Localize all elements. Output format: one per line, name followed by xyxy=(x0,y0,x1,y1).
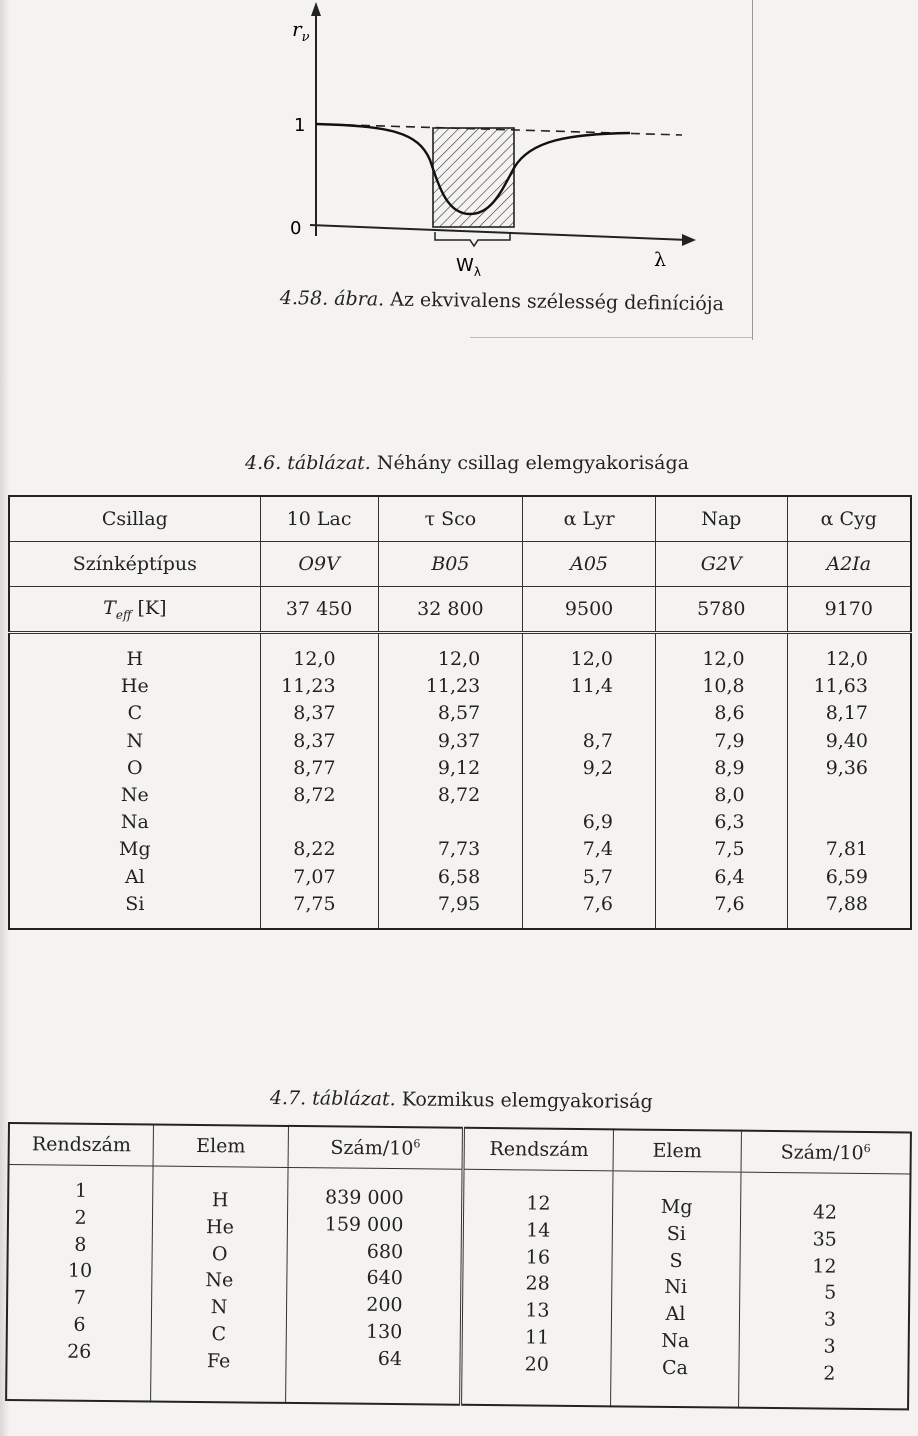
width-brace xyxy=(435,232,510,246)
spectral-type: B05 xyxy=(378,542,523,587)
table-cell: 9,36 xyxy=(825,756,868,779)
table-cell: H xyxy=(211,1189,229,1212)
table-cell: 130 xyxy=(365,1320,403,1344)
table-cell: 11,63 xyxy=(813,675,868,698)
element-column xyxy=(611,1171,741,1408)
teff-value: 32 800 xyxy=(378,587,523,633)
table-cell: 12,0 xyxy=(437,648,481,670)
table46-caption xyxy=(245,452,689,474)
table-cell xyxy=(523,700,655,727)
star-header-row xyxy=(9,496,911,542)
width-label: $W_\lambda$ xyxy=(456,255,481,279)
x-axis-label: λ xyxy=(654,249,667,271)
table47-caption-text: Kozmikus elemgyakoriság xyxy=(401,1088,653,1114)
star-name: α Lyr xyxy=(523,496,656,542)
header-count: Szám/$10^6$ xyxy=(741,1131,911,1174)
table-cell: 20 xyxy=(524,1353,550,1376)
teff-label: $T_{eff}$ [K] xyxy=(9,587,260,633)
teff-row xyxy=(9,587,911,633)
table-cell: 7,9 xyxy=(714,729,745,752)
table-cell: 8,37 xyxy=(293,729,336,752)
table-cell: 8,6 xyxy=(714,702,745,725)
frame-line xyxy=(752,0,753,340)
table-cell: 6,59 xyxy=(825,865,868,888)
table-cell: 7,73 xyxy=(437,838,481,861)
table-cell: Ne xyxy=(205,1269,234,1292)
spectral-type: O9V xyxy=(260,542,378,587)
table-cell: 42 xyxy=(812,1201,838,1224)
table-cell: 9,2 xyxy=(582,756,613,779)
table-cell: 8,22 xyxy=(293,838,336,861)
y-axis-label: $r_\nu$ xyxy=(292,17,310,45)
table-cell: 11,23 xyxy=(425,675,481,698)
table-cell: O xyxy=(211,1242,228,1265)
figure-caption-text: Az ekvivalens szélesség definíciója xyxy=(390,288,725,316)
table-cell: 7,95 xyxy=(437,892,481,915)
x-axis-arrow xyxy=(682,234,696,246)
table-cell: 8,37 xyxy=(293,702,336,725)
table-cell: 10 xyxy=(67,1260,93,1283)
table-cell xyxy=(788,782,910,809)
table-cell xyxy=(261,809,378,836)
table-cell: Na xyxy=(120,811,149,834)
figure-caption-number: 4.58. ábra. xyxy=(279,287,385,311)
table-cell: 8,57 xyxy=(437,702,481,725)
spectral-type: G2V xyxy=(655,542,787,587)
table-cell: 11,4 xyxy=(570,675,613,698)
table-cell: 9,12 xyxy=(437,756,481,779)
table-cell: 26 xyxy=(67,1340,92,1363)
teff-value: 9170 xyxy=(787,587,911,633)
table-cell: 9,37 xyxy=(437,729,481,752)
table-cell: 839 000 xyxy=(324,1186,404,1210)
table47-caption xyxy=(270,1087,653,1113)
table-cell: 12 xyxy=(526,1192,551,1215)
table-cell: C xyxy=(211,1323,227,1346)
table-cell: 12,0 xyxy=(293,648,336,670)
table-cell: 11,23 xyxy=(281,675,336,698)
abundance-column xyxy=(260,633,378,930)
table-cell: Ne xyxy=(120,784,149,807)
table-cell: 7,6 xyxy=(582,892,613,915)
table-cell: 8,9 xyxy=(714,756,745,779)
corner-cell: Csillag xyxy=(9,496,260,542)
table-cell: Al xyxy=(124,865,145,888)
table-cell: 7,07 xyxy=(293,865,336,888)
table-cell: 7,75 xyxy=(293,892,336,915)
header-element: Elem xyxy=(613,1129,741,1172)
table-cell xyxy=(379,809,523,836)
element-column xyxy=(9,633,260,930)
table-cell: 640 xyxy=(366,1267,403,1290)
table-cell: C xyxy=(127,702,143,725)
table-cell: Na xyxy=(661,1329,690,1353)
table-cell: 3 xyxy=(823,1308,837,1331)
spectral-type: A05 xyxy=(523,542,656,587)
table-cell: 64 xyxy=(377,1347,403,1370)
table-cell: S xyxy=(669,1249,683,1272)
abundance-column xyxy=(787,633,911,930)
y-axis-arrow xyxy=(311,2,321,16)
table-cell: 7,88 xyxy=(825,892,868,915)
table-cell: 6,3 xyxy=(714,811,745,834)
table-cell: 12,0 xyxy=(570,648,613,670)
table-cell: 8,77 xyxy=(293,756,336,779)
table-cell: Si xyxy=(125,892,145,915)
table-cell: 7,5 xyxy=(714,838,745,861)
table-cell: N xyxy=(210,1296,228,1319)
table-cell: 28 xyxy=(525,1272,550,1296)
table-cell: 12 xyxy=(812,1255,837,1278)
table-cell: 2 xyxy=(823,1362,836,1385)
table-cell: Al xyxy=(665,1303,686,1326)
header-atomic-number: Rendszám xyxy=(463,1128,613,1171)
table-cell: 7,6 xyxy=(714,892,745,915)
table-cell: O xyxy=(127,756,143,779)
table-cell: 6 xyxy=(73,1313,86,1336)
cosmic-abundance-table xyxy=(5,1122,912,1410)
abundance-column xyxy=(523,633,656,930)
table-cell: 5 xyxy=(824,1281,837,1305)
table-cell: 9,40 xyxy=(825,729,868,752)
table-cell: 7,4 xyxy=(582,838,613,861)
element-column xyxy=(151,1166,288,1403)
table-cell: 12,0 xyxy=(825,648,868,670)
equivalent-width-rect xyxy=(433,128,514,227)
table-cell: 10,8 xyxy=(702,675,745,698)
table-cell: Ca xyxy=(661,1356,689,1379)
element-abundance-table xyxy=(8,495,912,930)
tick-1-label: 1 xyxy=(294,115,306,136)
count-column xyxy=(285,1167,463,1404)
tick-0-label: 0 xyxy=(290,218,302,239)
table-cell: 680 xyxy=(366,1240,404,1263)
table-cell: Mg xyxy=(660,1195,693,1219)
atomic-number-column xyxy=(461,1169,613,1406)
star-name: α Cyg xyxy=(787,496,911,542)
table-cell: 8,17 xyxy=(825,702,868,725)
table-cell: 3 xyxy=(823,1335,836,1358)
teff-value: 5780 xyxy=(655,587,787,633)
table-cell: 7 xyxy=(73,1286,86,1310)
table-cell: 6,58 xyxy=(437,865,481,888)
table-cell: 35 xyxy=(812,1228,837,1251)
table-cell: Fe xyxy=(206,1349,231,1373)
table-cell: 14 xyxy=(526,1219,551,1242)
star-name: Nap xyxy=(655,496,787,542)
table-cell: 2 xyxy=(74,1206,87,1229)
table-cell xyxy=(523,782,655,809)
abundance-column xyxy=(378,633,523,930)
header-atomic-number: Rendszám xyxy=(9,1123,154,1166)
table-cell xyxy=(788,809,910,836)
table-cell: 16 xyxy=(525,1246,551,1269)
table47-caption-number: 4.7. táblázat. xyxy=(269,1087,396,1111)
table-cell: 7,81 xyxy=(825,838,868,861)
abundance-body-row xyxy=(9,633,911,930)
table-cell: 8,0 xyxy=(714,784,745,807)
spectral-type-row xyxy=(9,542,911,587)
equivalent-width-figure xyxy=(270,0,720,300)
table-cell: H xyxy=(126,648,144,670)
table-cell: Ni xyxy=(664,1276,688,1299)
abundance-column xyxy=(655,633,787,930)
spectral-type: A2Ia xyxy=(787,542,911,587)
table-cell: 8,72 xyxy=(437,784,481,807)
table-cell: 11 xyxy=(524,1326,550,1349)
table-cell: 12,0 xyxy=(702,648,745,670)
star-name: 10 Lac xyxy=(260,496,378,542)
count-column xyxy=(738,1172,910,1409)
atomic-number-column xyxy=(6,1165,153,1402)
table-cell: He xyxy=(120,675,149,698)
table-cell: 8 xyxy=(74,1233,87,1256)
cosmic-body-row xyxy=(6,1165,910,1410)
table46-caption-text: Néhány csillag elemgyakorisága xyxy=(376,452,689,474)
spectral-label: Színképtípus xyxy=(9,542,260,587)
table-cell: 1 xyxy=(74,1179,88,1202)
star-name: τ Sco xyxy=(378,496,523,542)
table-cell: He xyxy=(205,1215,235,1239)
table-cell: 8,7 xyxy=(582,729,613,752)
table-cell: 5,7 xyxy=(582,865,613,888)
frame-line xyxy=(470,337,752,338)
header-count: Szám/$10^6$ xyxy=(288,1126,464,1169)
teff-value: 37 450 xyxy=(260,587,378,633)
teff-value: 9500 xyxy=(523,587,656,633)
table46-caption-number: 4.6. táblázat. xyxy=(245,452,371,474)
table-cell: Mg xyxy=(119,838,151,861)
table-cell: 13 xyxy=(525,1299,550,1322)
table-cell: 6,4 xyxy=(714,865,745,888)
table-cell: 8,72 xyxy=(293,784,336,807)
table-cell: 200 xyxy=(366,1293,403,1317)
table-cell: Si xyxy=(666,1222,687,1245)
table-cell: 159 000 xyxy=(324,1213,404,1236)
header-element: Elem xyxy=(153,1125,288,1168)
table-cell: N xyxy=(126,729,144,752)
table-cell: 6,9 xyxy=(582,811,613,834)
